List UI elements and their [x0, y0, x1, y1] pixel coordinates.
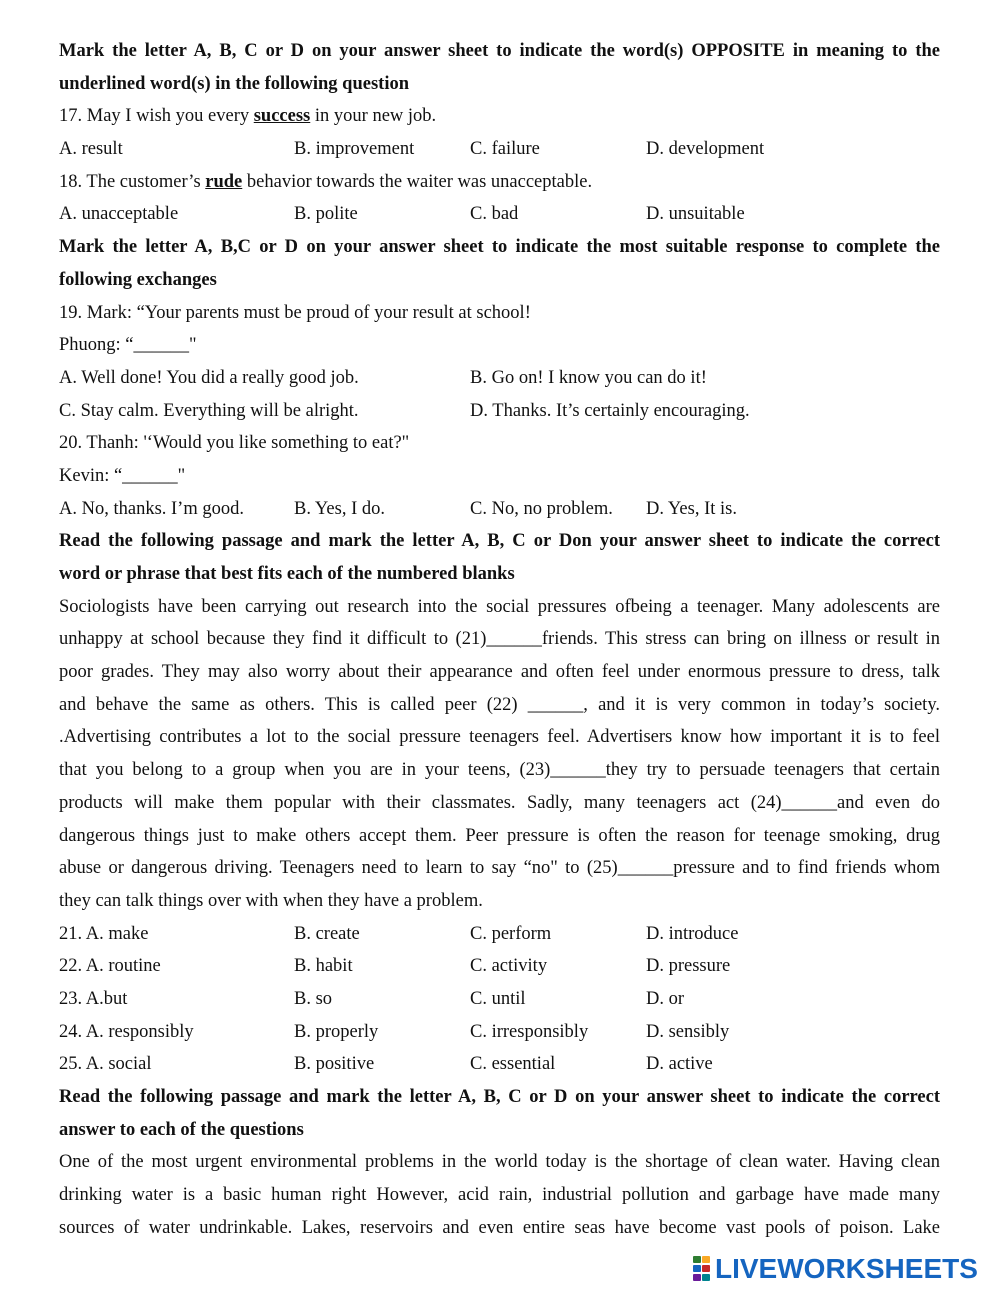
option-a[interactable]: 23. A.but	[59, 988, 128, 1009]
passage-line: and behave the same as others. This is called peer (22) ______, and it is very common in today’s society.	[59, 694, 940, 715]
option-c[interactable]: C. bad	[470, 204, 519, 225]
options-23	[59, 983, 940, 1016]
section-instruction: word or phrase that best fits each of the numbered blanks	[59, 564, 515, 584]
options-17	[59, 133, 940, 166]
passage-line: unhappy at school because they find it difficult to (21)______friends. This stress can bring on illness or result in	[59, 629, 940, 650]
passage-line: sources of water undrinkable. Lakes, reservoirs and even entire seas have become vast pools of poison. Lake	[59, 1217, 940, 1238]
passage-line: drinking water is a basic human right However, acid rain, industrial pollution and garbage have made many	[59, 1185, 940, 1206]
option-c[interactable]: C. No, no problem.	[470, 498, 613, 519]
option-d[interactable]: D. or	[646, 988, 685, 1009]
option-d[interactable]: D. active	[646, 1054, 713, 1075]
option-a[interactable]: 22. A. routine	[59, 956, 161, 977]
option-b[interactable]: B. properly	[294, 1021, 379, 1042]
passage-line: products will make them popular with their classmates. Sadly, many teenagers act (24)______and even do	[59, 792, 940, 813]
option-d[interactable]: D. unsuitable	[646, 204, 745, 225]
option-b[interactable]: B. so	[294, 988, 333, 1009]
options-18	[59, 198, 940, 231]
passage-line: that you belong to a group when you are in your teens, (23)______they try to persuade teenagers that certain	[59, 760, 940, 781]
option-a[interactable]: A. No, thanks. I’m good.	[59, 498, 244, 519]
options-19-row2	[59, 395, 940, 428]
passage-line: they can talk things over with when they have a problem.	[59, 890, 483, 911]
option-a[interactable]: 25. A. social	[59, 1054, 152, 1075]
option-b[interactable]: B. Go on! I know you can do it!	[470, 367, 707, 388]
option-b[interactable]: B. habit	[294, 956, 353, 977]
option-a[interactable]: A. Well done! You did a really good job.	[59, 367, 359, 388]
option-d[interactable]: D. sensibly	[646, 1021, 730, 1042]
question-19-response: Phuong: “______"	[59, 335, 197, 356]
section-instruction: Read the following passage and mark the letter A, B, C or D on your answer sheet to indicate the correct	[59, 1087, 940, 1107]
section-instruction: Read the following passage and mark the letter A, B, C or Don your answer sheet to indicate the correct	[59, 531, 940, 552]
option-a[interactable]: A. unacceptable	[59, 204, 179, 225]
liveworksheets-logo-text: LIVEWORKSHEETS	[715, 1253, 978, 1284]
options-20	[59, 493, 940, 526]
section-instruction: underlined word(s) in the following question	[59, 73, 410, 94]
options-25	[59, 1048, 940, 1081]
question-20: 20. Thanh: '‘Would you like something to eat?"	[59, 433, 410, 454]
option-c[interactable]: C. essential	[470, 1054, 556, 1075]
passage-line: poor grades. They may also worry about their appearance and often feel under enormous pressure to dress, talk	[59, 662, 940, 683]
option-d[interactable]: D. development	[646, 139, 765, 160]
question-17: 17. May I wish you every success in your new job.	[59, 106, 437, 127]
question-19: 19. Mark: “Your parents must be proud of your result at school!	[59, 302, 531, 323]
option-c[interactable]: C. failure	[470, 139, 540, 160]
question-20-response: Kevin: “______"	[59, 465, 186, 486]
passage-1	[59, 591, 940, 918]
passage-2	[59, 1146, 940, 1244]
option-a[interactable]: A. result	[59, 139, 123, 160]
option-c[interactable]: C. irresponsibly	[470, 1021, 589, 1042]
option-b[interactable]: B. positive	[294, 1054, 375, 1075]
options-24	[59, 1016, 940, 1049]
option-b[interactable]: B. create	[294, 923, 360, 944]
underlined-word: success	[253, 106, 311, 127]
underlined-word: rude	[205, 171, 243, 192]
options-22	[59, 950, 940, 983]
options-21	[59, 918, 940, 951]
option-a[interactable]: 24. A. responsibly	[59, 1021, 194, 1042]
option-d[interactable]: D. Yes, It is.	[646, 498, 737, 519]
option-a[interactable]: 21. A. make	[59, 923, 149, 944]
option-b[interactable]: B. improvement	[294, 139, 415, 160]
section-instruction: answer to each of the questions	[59, 1119, 304, 1140]
option-d[interactable]: D. pressure	[646, 956, 731, 977]
liveworksheets-logo	[693, 1252, 978, 1286]
option-c[interactable]: C. until	[470, 988, 526, 1009]
liveworksheets-logo-icon	[693, 1256, 711, 1282]
passage-line: One of the most urgent environmental problems in the world today is the shortage of clean water. Having clean	[59, 1152, 940, 1173]
option-b[interactable]: B. polite	[294, 204, 358, 225]
option-c[interactable]: C. activity	[470, 956, 548, 977]
section-instruction: Mark the letter A, B, C or D on your answer sheet to indicate the word(s) OPPOSITE in meaning to the	[59, 41, 940, 61]
passage-line: Sociologists have been carrying out research into the social pressures ofbeing a teenager. Many adolescents are	[59, 596, 940, 617]
options-19-row1	[59, 362, 940, 395]
section-instruction: following exchanges	[59, 269, 217, 290]
worksheet-page	[59, 35, 940, 1244]
passage-line: abuse or dangerous driving. Teenagers need to learn to say “no" to (25)______pressure and to find friends whom	[59, 858, 940, 879]
passage-line: .Advertising contributes a lot to the social pressure teenagers feel. Advertisers know how important it is to feel	[59, 727, 940, 748]
option-c[interactable]: C. Stay calm. Everything will be alright.	[59, 400, 359, 421]
question-18: 18. The customer’s rude behavior towards the waiter was unacceptable.	[59, 171, 593, 192]
option-c[interactable]: C. perform	[470, 923, 552, 944]
option-d[interactable]: D. introduce	[646, 923, 739, 944]
passage-line: dangerous things just to make others accept them. Peer pressure is often the reason for teenage smoking, drug	[59, 825, 940, 846]
section-instruction: Mark the letter A, B,C or D on your answer sheet to indicate the most suitable response to complete the	[59, 237, 940, 258]
option-b[interactable]: B. Yes, I do.	[294, 498, 385, 519]
option-d[interactable]: D. Thanks. It’s certainly encouraging.	[470, 400, 750, 421]
